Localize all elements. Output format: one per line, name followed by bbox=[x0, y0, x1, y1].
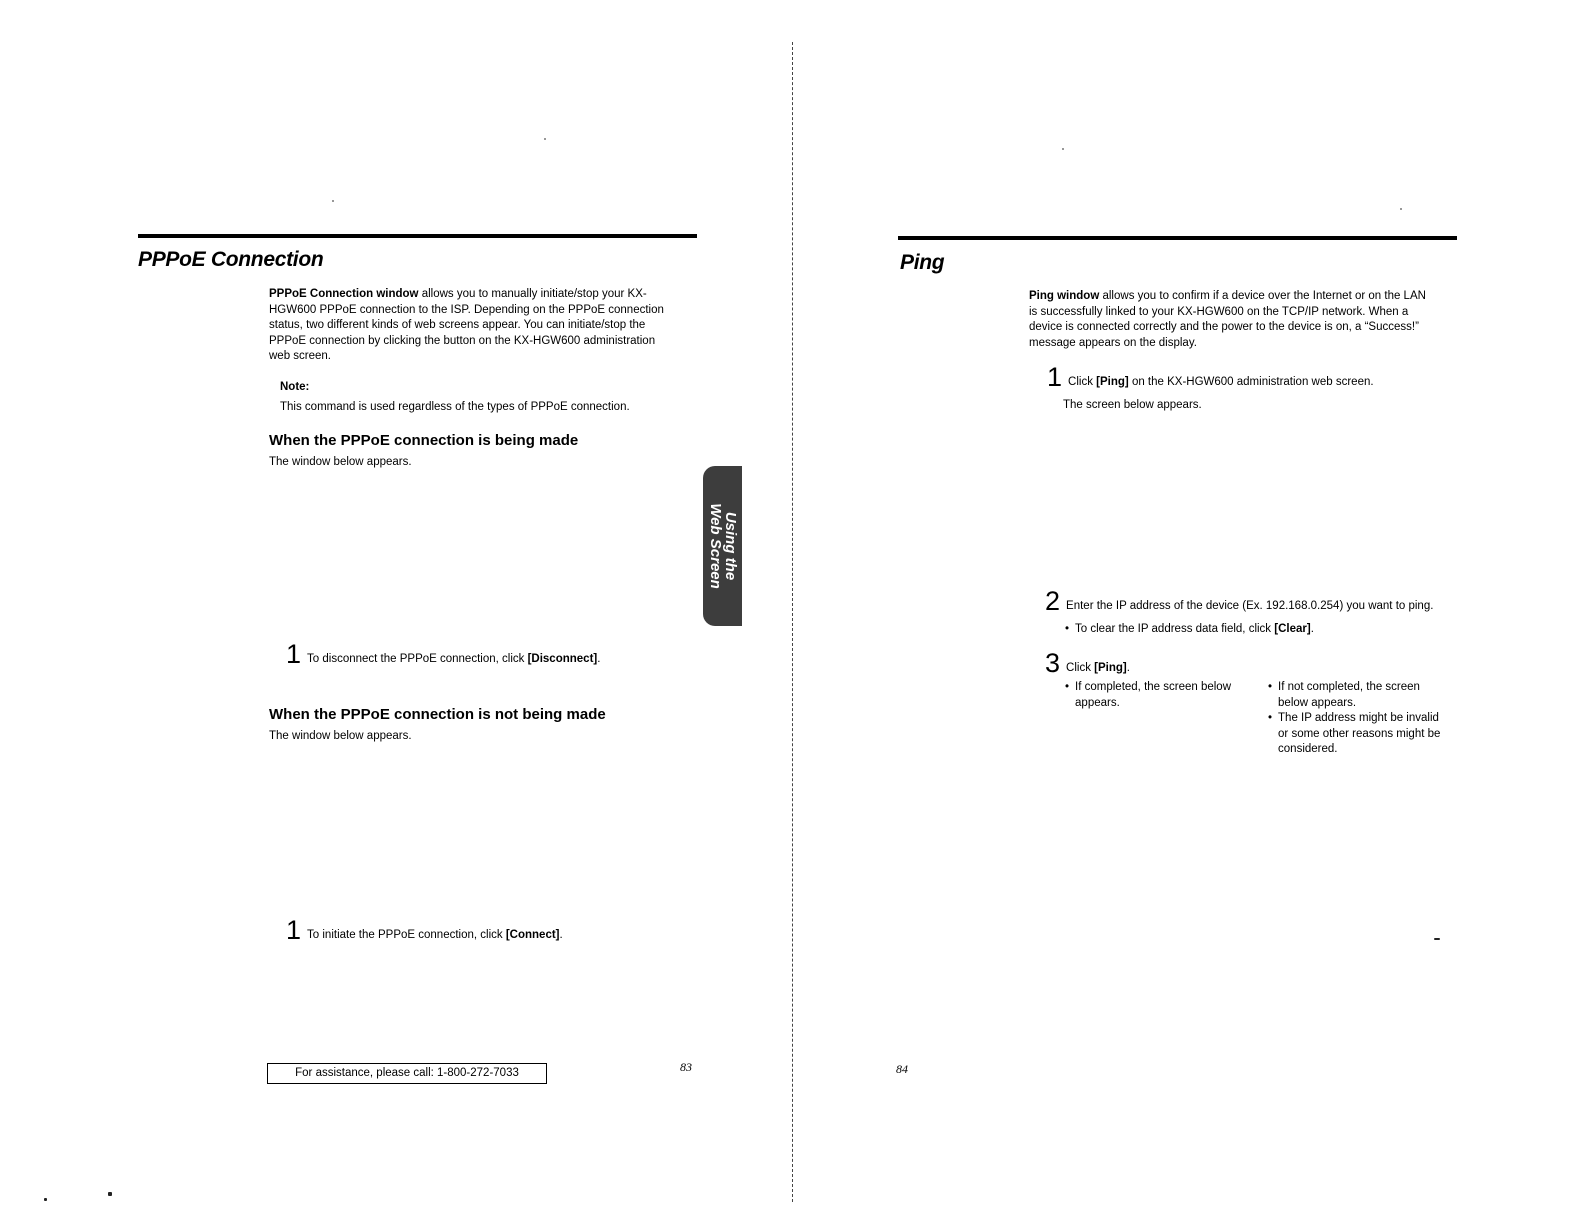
ping-step-3-text: Click [Ping]. bbox=[1066, 662, 1130, 674]
subheading-being-made: When the PPPoE connection is being made bbox=[269, 432, 579, 449]
step-number: 1 bbox=[1047, 362, 1063, 392]
pppoe-intro-line: PPPoE connection by clicking the button on the KX-HGW600 administration bbox=[269, 334, 656, 347]
ping-step-2-text: Enter the IP address of the device (Ex. 192.168.0.254) you want to ping. bbox=[1066, 600, 1434, 612]
left-section-rule bbox=[138, 234, 697, 238]
ping-label: [Ping] bbox=[1096, 376, 1129, 388]
ping-step-1-text: Click [Ping] on the KX-HGW600 administration web screen. bbox=[1068, 376, 1374, 388]
connect-label: [Connect] bbox=[505, 929, 560, 941]
page-number-right: 84 bbox=[896, 1062, 908, 1076]
ping-step-1-sub: The screen below appears. bbox=[1063, 399, 1202, 411]
subheading-not-being-made-text: The window below appears. bbox=[269, 730, 412, 742]
disconnect-label: [Disconnect] bbox=[527, 653, 598, 665]
pppoe-intro-line: allows you to manually initiate/stop your KX- bbox=[421, 288, 647, 300]
pppoe-intro-line: HGW600 PPPoE connection to the ISP. Depending on the PPPoE connection bbox=[269, 303, 664, 316]
ping-step-3 bbox=[1045, 650, 1130, 677]
scan-speck bbox=[1062, 148, 1064, 150]
note-text: This command is used regardless of the types of PPPoE connection. bbox=[280, 401, 630, 413]
ping-invalid-ip-bullet: • The IP address might be invalid or some other reasons might be considered. bbox=[1268, 711, 1468, 758]
bullet-icon: • bbox=[1268, 712, 1273, 724]
right-section-rule bbox=[898, 236, 1457, 240]
step-number: 2 bbox=[1045, 586, 1061, 616]
connect-step-text: To initiate the PPPoE connection, click [Connect]. bbox=[307, 929, 563, 941]
scan-speck bbox=[108, 1192, 112, 1196]
step-number: 3 bbox=[1045, 648, 1061, 678]
ping-intro-bold: Ping window bbox=[1029, 290, 1100, 302]
pppoe-section-title: PPPoE Connection bbox=[138, 248, 324, 271]
scan-speck bbox=[1434, 938, 1440, 940]
ping-step-2 bbox=[1045, 588, 1433, 615]
page-number-left: 83 bbox=[680, 1060, 692, 1074]
disconnect-step-text: To disconnect the PPPoE connection, click [Disconnect]. bbox=[307, 653, 601, 665]
side-tab bbox=[703, 466, 742, 626]
ping-completed-bullet: • If completed, the screen below appears. bbox=[1065, 680, 1255, 711]
ping-section-title: Ping bbox=[900, 251, 945, 274]
disconnect-step bbox=[286, 641, 600, 668]
step-number: 1 bbox=[286, 639, 302, 669]
ping-intro-line: device is connected correctly and the power to the device is on, a “Success!” bbox=[1029, 321, 1419, 333]
ping-step-1 bbox=[1047, 364, 1374, 391]
ping-label: [Ping] bbox=[1094, 662, 1127, 674]
scan-speck bbox=[332, 200, 334, 202]
pppoe-intro-paragraph bbox=[269, 287, 709, 365]
assistance-box: For assistance, please call: 1-800-272-7033 bbox=[267, 1063, 547, 1084]
ping-intro-line: message appears on the display. bbox=[1029, 336, 1197, 349]
bullet-icon: • bbox=[1065, 623, 1070, 635]
ping-intro-line: is successfully linked to your KX-HGW600 on the TCP/IP network. When a bbox=[1029, 305, 1409, 318]
ping-step-2-bullet: • To clear the IP address data field, click [Clear]. bbox=[1065, 622, 1314, 638]
pppoe-intro-line: status, two different kinds of web screens appear. You can initiate/stop the bbox=[269, 319, 646, 331]
subheading-being-made-text: The window below appears. bbox=[269, 456, 412, 468]
side-tab-label: Using the Web Screen bbox=[706, 503, 739, 589]
ping-not-completed-bullet: • If not completed, the screen below appears. bbox=[1268, 680, 1468, 711]
ping-not-completed-bullets bbox=[1268, 680, 1468, 758]
subheading-not-being-made: When the PPPoE connection is not being made bbox=[269, 706, 606, 723]
page-divider bbox=[792, 42, 793, 1202]
clear-label: [Clear] bbox=[1274, 623, 1311, 635]
connect-step bbox=[286, 917, 563, 944]
pppoe-intro-line: web screen. bbox=[269, 350, 332, 362]
bullet-icon: • bbox=[1065, 681, 1070, 693]
bullet-icon: • bbox=[1268, 681, 1273, 693]
note-label: Note: bbox=[280, 381, 310, 393]
ping-intro-paragraph: Ping window allows you to confirm if a device over the Internet or on the LAN is successfully linked to your KX-HGW600 on the TCP/IP network. When a device is connected correctly and the power to the device is on, a “Success!” message appears on the display. bbox=[1029, 289, 1469, 351]
scan-speck bbox=[544, 138, 546, 140]
step-number: 1 bbox=[286, 915, 302, 945]
scan-speck bbox=[1400, 208, 1402, 210]
scan-speck bbox=[44, 1198, 47, 1201]
pppoe-intro-bold: PPPoE Connection window bbox=[269, 288, 419, 300]
